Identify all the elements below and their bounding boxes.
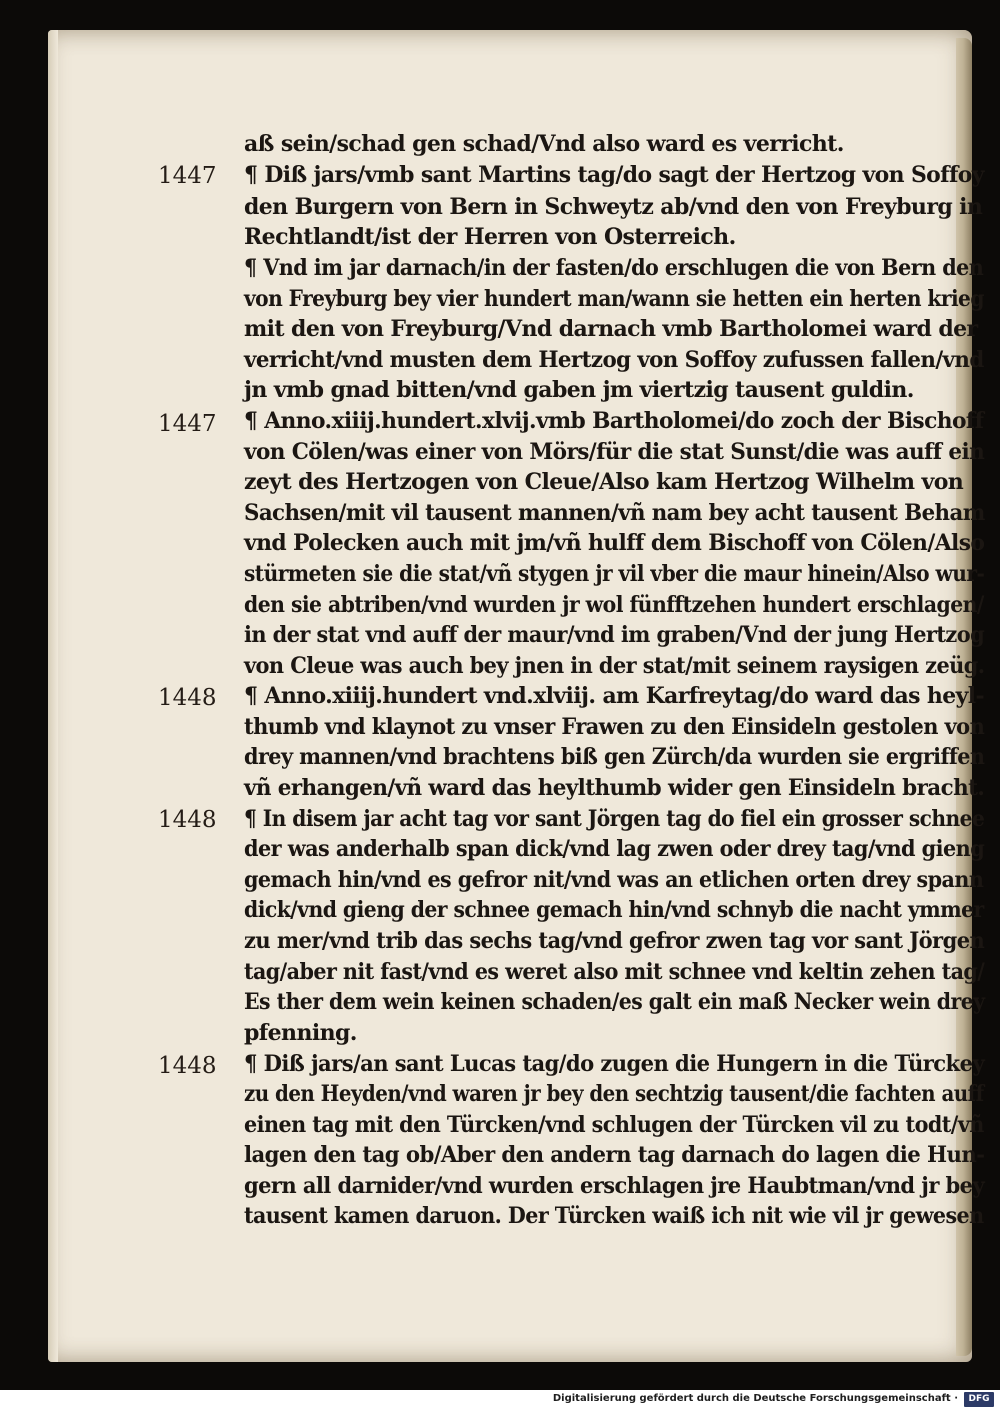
text-line: pfenning. <box>244 1020 357 1046</box>
margin-year: 1447 <box>158 163 217 189</box>
text-line: zu den Heyden/vnd waren jr bey den sechtzig tausent/die fachten auff <box>244 1081 984 1107</box>
footer-bar <box>0 1390 1000 1411</box>
text-line: dick/vnd gieng der schnee gemach hin/vnd schnyb die nacht ymmer <box>244 897 984 923</box>
text-line: ¶ Anno.xiiij.hundert.xlvij.vmb Bartholomei/do zoch der Bischoff <box>244 408 984 434</box>
text-line: vnd Polecken auch mit jm/vñ hulff dem Bischoff von Cölen/Also <box>244 530 985 556</box>
text-line: mit den von Freyburg/Vnd darnach vmb Bartholomei ward der <box>244 316 978 342</box>
margin-year: 1448 <box>158 1053 217 1079</box>
text-line: gemach hin/vnd es gefror nit/vnd was an etlichen orten drey spann <box>244 867 984 893</box>
text-line: Sachsen/mit vil tausent mannen/vñ nam bey acht tausent Beham <box>244 500 985 526</box>
text-block <box>48 30 985 1362</box>
text-line: Es ther dem wein keinen schaden/es galt ein maß Necker wein drey <box>244 989 985 1015</box>
text-line: Rechtlandt/ist der Herren von Osterreich. <box>244 224 736 250</box>
text-line: jn vmb gnad bitten/vnd gaben jm viertzig tausent guldin. <box>244 377 914 403</box>
text-line: verricht/vnd musten dem Hertzog von Soffoy zufussen fallen/vnd <box>244 347 984 373</box>
margin-year: 1447 <box>158 411 217 437</box>
text-line: gern all darnider/vnd wurden erschlagen jre Haubtman/vnd jr bey <box>244 1173 985 1199</box>
text-line: aß sein/schad gen schad/Vnd also ward es verricht. <box>244 131 844 157</box>
text-line: von Cleue was auch bey jnen in der stat/mit seinem raysigen zeüg. <box>244 653 985 679</box>
text-line: thumb vnd klaynot zu vnser Frawen zu den Einsideln gestolen von <box>244 714 985 740</box>
margin-year: 1448 <box>158 685 217 711</box>
text-line: den Burgern von Bern in Schweytz ab/vnd den von Freyburg in <box>244 194 983 220</box>
book-page <box>48 30 985 1362</box>
text-line: der was anderhalb span dick/vnd lag zwen oder drey tag/vnd gieng <box>244 836 985 862</box>
text-line: den sie abtriben/vnd wurden jr wol fünfftzehen hundert erschlagen/ <box>244 592 984 618</box>
text-line: in der stat vnd auff der maur/vnd im graben/Vnd der jung Hertzog <box>244 622 985 648</box>
text-line: tag/aber nit fast/vnd es weret also mit schnee vnd keltin zehen tag/ <box>244 959 985 985</box>
margin-year: 1448 <box>158 807 217 833</box>
text-line: ¶ In disem jar acht tag vor sant Jörgen tag do fiel ein grosser schnee <box>244 806 985 832</box>
text-line: zu mer/vnd trib das sechs tag/vnd gefror zwen tag vor sant Jörgen <box>244 928 985 954</box>
text-line: von Cölen/was einer von Mörs/für die stat Sunst/die was auff ein <box>244 439 985 465</box>
funding-credit: Digitalisierung gefördert durch die Deutsche Forschungsgemeinschaft · <box>552 1393 958 1404</box>
text-line: von Freyburg bey vier hundert man/wann sie hetten ein herten krieg <box>244 286 984 312</box>
text-line: ¶ Diß jars/vmb sant Martins tag/do sagt der Hertzog von Soffoy <box>244 162 984 188</box>
text-line: ¶ Anno.xiiij.hundert vnd.xlviij. am Karfreytag/do ward das heyl- <box>244 683 985 709</box>
dfg-logo: DFG <box>964 1392 994 1407</box>
text-line: tausent kamen daruon. Der Türcken waiß ich nit wie vil jr gewesen <box>244 1203 984 1229</box>
text-line: zeyt des Hertzogen von Cleue/Also kam Hertzog Wilhelm von <box>244 469 964 495</box>
text-line: lagen den tag ob/Aber den andern tag darnach do lagen die Hun- <box>244 1142 985 1168</box>
text-line: einen tag mit den Türcken/vnd schlugen der Türcken vil zu todt/vñ <box>244 1112 984 1138</box>
text-line: ¶ Vnd im jar darnach/in der fasten/do erschlugen die von Bern den <box>244 255 984 281</box>
text-line: drey mannen/vnd brachtens biß gen Zürch/da wurden sie ergriffen <box>244 744 985 770</box>
text-line: stürmeten sie die stat/vñ stygen jr vil vber die maur hinein/Also wur- <box>244 561 985 587</box>
text-line: ¶ Diß jars/an sant Lucas tag/do zugen die Hungern in die Türckey <box>244 1051 985 1077</box>
text-line: vñ erhangen/vñ ward das heylthumb wider gen Einsideln bracht. <box>244 775 985 801</box>
